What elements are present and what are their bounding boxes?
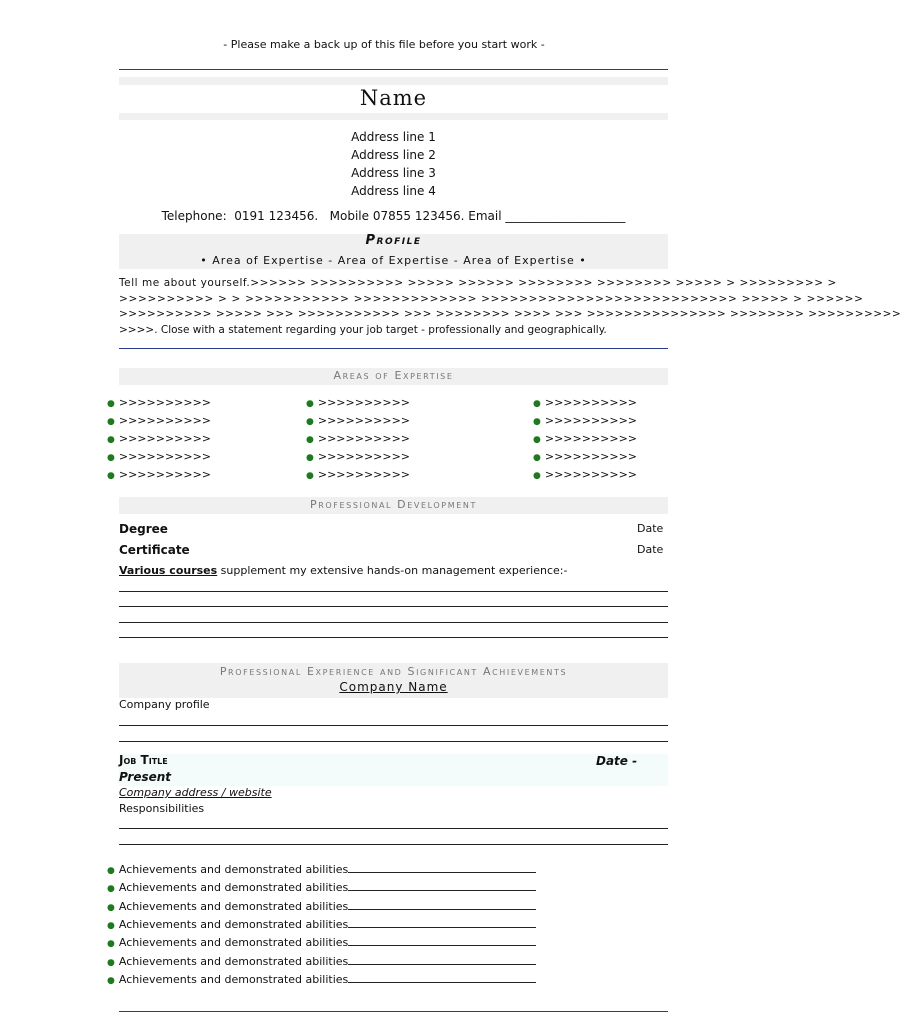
courses-bold: Various courses: [119, 564, 218, 577]
expertise-item-text: >>>>>>>>>>: [118, 450, 212, 463]
achievement-blank: [348, 881, 536, 891]
blank-line: [119, 606, 668, 607]
courses-rest: supplement my extensive hands-on management experience:-: [217, 564, 568, 577]
bullet-icon: ●: [533, 435, 541, 445]
expertise-item-text: >>>>>>>>>>: [317, 414, 411, 427]
job-date: Date -: [596, 754, 638, 768]
expertise-item: [306, 414, 410, 427]
expertise-item-text: >>>>>>>>>>: [544, 468, 638, 481]
achievement-blank: [348, 955, 536, 965]
expertise-item: [306, 468, 410, 481]
blank-line: [119, 741, 668, 742]
expertise-item: [533, 468, 637, 481]
achievement-blank: [348, 900, 536, 910]
address-line: Address line 2: [351, 148, 436, 162]
achievement-item: [107, 918, 536, 931]
achievement-text: Achievements and demonstrated abilities: [118, 863, 349, 876]
company-profile: Company profile: [119, 698, 210, 711]
expertise-item: [107, 414, 211, 427]
expertise-item: [533, 396, 637, 409]
expertise-item-text: >>>>>>>>>>: [317, 432, 411, 445]
bullet-icon: ●: [107, 435, 115, 445]
bullet-icon: ●: [107, 399, 115, 409]
job-title: Job Title: [119, 753, 168, 767]
achievement-blank: [348, 918, 536, 928]
expertise-item: [533, 450, 637, 463]
achievement-blank: [348, 936, 536, 946]
achievement-blank: [348, 863, 536, 873]
bullet-icon: ●: [107, 921, 115, 931]
expertise-item: [306, 450, 410, 463]
blank-line: [119, 828, 668, 829]
address-line: Address line 4: [351, 184, 436, 198]
expertise-item-text: >>>>>>>>>>: [118, 432, 212, 445]
bullet-icon: ●: [306, 471, 314, 481]
profile-text-line: >>>>. Close with a statement regarding your job target - professionally and geographically.: [119, 323, 607, 336]
achievement-text: Achievements and demonstrated abilities: [118, 973, 349, 986]
bullet-icon: ●: [306, 435, 314, 445]
job-present: Present: [119, 770, 172, 784]
company-name: Company Name: [339, 680, 448, 694]
profile-text-line: Tell me about yourself.>>>>>> >>>>>>>>>> >>>>> >>>>>> >>>>>>>> >>>>>>>> >>>>> > >>>>>>>>> >: [119, 277, 837, 289]
expertise-item-text: >>>>>>>>>>: [317, 450, 411, 463]
address-line: Address line 1: [351, 130, 436, 144]
bullet-icon: ●: [107, 939, 115, 949]
blank-line: [119, 725, 668, 726]
bullet-icon: ●: [533, 399, 541, 409]
expertise-item-text: >>>>>>>>>>: [317, 468, 411, 481]
achievement-text: Achievements and demonstrated abilities: [118, 918, 349, 931]
bullet-icon: ●: [533, 417, 541, 427]
bullet-icon: ●: [533, 471, 541, 481]
expertise-item-text: >>>>>>>>>>: [118, 396, 212, 409]
expertise-item-text: >>>>>>>>>>: [544, 396, 638, 409]
achievement-item: [107, 900, 536, 913]
profile-text-line: >>>>>>>>>> >>>>> >>> >>>>>>>>>>> >>> >>>>>>>> >>>> >>> >>>>>>>>>>>>>>> >>>>>>>> >>>>>>>>>>: [119, 308, 901, 320]
achievement-item: [107, 955, 536, 968]
bullet-icon: ●: [533, 453, 541, 463]
courses-line: [119, 564, 567, 577]
profile-divider: [119, 348, 668, 349]
bottom-divider: [119, 1011, 668, 1012]
profile-expertise-line: • Area of Expertise - Area of Expertise - Area of Expertise •: [200, 254, 587, 267]
bullet-icon: ●: [107, 453, 115, 463]
bullet-icon: ●: [107, 903, 115, 913]
profile-text: [119, 276, 901, 338]
bullet-icon: ●: [306, 453, 314, 463]
expertise-item-text: >>>>>>>>>>: [544, 450, 638, 463]
achievement-item: [107, 973, 536, 986]
bullet-icon: ●: [306, 417, 314, 427]
certificate-date: Date: [637, 543, 664, 556]
certificate-label: Certificate: [119, 543, 190, 557]
contact-line: Telephone: 0191 123456. Mobile 07855 123456. Email ____________________: [161, 209, 626, 223]
blank-line: [119, 591, 668, 592]
expertise-item-text: >>>>>>>>>>: [118, 414, 212, 427]
achievement-text: Achievements and demonstrated abilities: [118, 955, 349, 968]
expertise-item-text: >>>>>>>>>>: [544, 432, 638, 445]
name-band-bottom: [119, 113, 668, 120]
development-heading: Professional Development: [310, 498, 477, 511]
job-band: [119, 754, 668, 786]
candidate-name: Name: [359, 86, 428, 110]
expertise-item: [107, 450, 211, 463]
expertise-item: [533, 432, 637, 445]
degree-date: Date: [637, 522, 664, 535]
bullet-icon: ●: [306, 399, 314, 409]
expertise-item: [306, 396, 410, 409]
top-divider: [119, 69, 668, 70]
bullet-icon: ●: [107, 471, 115, 481]
expertise-item-text: >>>>>>>>>>: [544, 414, 638, 427]
expertise-item: [533, 414, 637, 427]
responsibilities-label: Responsibilities: [119, 802, 205, 815]
expertise-item: [107, 468, 211, 481]
name-band-top: [119, 77, 668, 85]
address-block: [119, 128, 668, 200]
blank-line: [119, 844, 668, 845]
profile-text-line: >>>>>>>>>> > > >>>>>>>>>>> >>>>>>>>>>>>> >>>>>>>>>>>>>>>>>>>>>>>>>>> >>>>> > >>>>>>: [119, 292, 864, 305]
achievement-text: Achievements and demonstrated abilities: [118, 936, 349, 949]
expertise-item: [107, 396, 211, 409]
bullet-icon: ●: [107, 976, 115, 986]
bullet-icon: ●: [107, 958, 115, 968]
expertise-item-text: >>>>>>>>>>: [317, 396, 411, 409]
areas-heading: Areas of Expertise: [333, 369, 454, 382]
achievement-item: [107, 936, 536, 949]
expertise-item-text: >>>>>>>>>>: [118, 468, 212, 481]
achievement-text: Achievements and demonstrated abilities: [118, 900, 349, 913]
achievement-blank: [348, 973, 536, 983]
blank-line: [119, 622, 668, 623]
experience-heading: Professional Experience and Significant Achievements: [219, 665, 568, 678]
company-name-wrap: [119, 680, 668, 694]
expertise-item: [107, 432, 211, 445]
achievement-item: [107, 863, 536, 876]
bullet-icon: ●: [107, 866, 115, 876]
profile-heading: Profile: [365, 233, 422, 248]
bullet-icon: ●: [107, 884, 115, 894]
backup-note: - Please make a back up of this file before you start work -: [223, 38, 545, 51]
bullet-icon: ●: [107, 417, 115, 427]
achievement-text: Achievements and demonstrated abilities: [118, 881, 349, 894]
company-address: Company address / website: [119, 786, 272, 799]
expertise-item: [306, 432, 410, 445]
degree-label: Degree: [119, 522, 168, 536]
blank-line: [119, 637, 668, 638]
address-line: Address line 3: [351, 166, 436, 180]
achievement-item: [107, 881, 536, 894]
